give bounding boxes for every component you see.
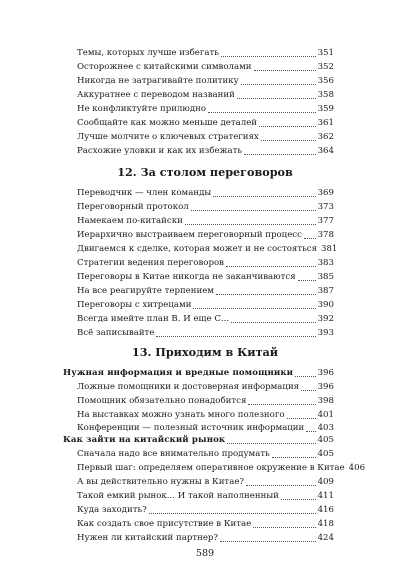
toc-entry-page: 381	[321, 244, 338, 254]
leader-dots	[244, 145, 316, 155]
toc-entry-title: Такой емкий рынок... И такой наполненный	[77, 491, 279, 501]
toc-entry	[77, 326, 334, 340]
toc-entry-page: 385	[317, 272, 334, 282]
toc-entry-title: Аккуратнее с переводом названий	[77, 90, 235, 100]
toc-entry-title: Куда заходить?	[77, 505, 147, 515]
toc-entry	[77, 46, 334, 60]
leader-dots	[272, 448, 316, 458]
toc-entry	[77, 214, 334, 228]
toc-entry	[77, 186, 334, 200]
leader-dots	[281, 490, 316, 500]
toc-entry-page: 378	[317, 230, 334, 240]
toc-entry-title: Переговоры в Китае никогда не заканчиваются	[77, 272, 296, 282]
toc-entry	[77, 88, 334, 102]
toc-entry-page: 405	[317, 449, 334, 459]
toc-entry-page: 390	[317, 300, 334, 310]
toc-entry-title: Намекаем по-китайски	[77, 216, 183, 226]
leader-dots	[191, 201, 316, 211]
toc-entry-title: Расхожие уловки и как их избежать	[77, 146, 243, 156]
toc-entry-title: Осторожнее с китайскими символами	[77, 62, 252, 72]
toc-entry	[77, 60, 334, 74]
toc-entry	[77, 256, 334, 270]
leader-dots	[254, 61, 316, 71]
toc-entry-title: Помощник обязательно понадобится	[77, 396, 247, 406]
page-number: 589	[195, 548, 215, 559]
leader-dots	[304, 229, 316, 239]
toc-entry	[77, 503, 334, 517]
toc-entry-title: Нужен ли китайский партнер?	[77, 533, 219, 543]
toc-entry	[77, 394, 334, 408]
toc-entry-title: Нужная информация и вредные помощники	[63, 368, 294, 378]
toc-entry	[77, 116, 334, 130]
toc-entry-title: Двигаемся к сделке, которая может и не состояться	[77, 244, 317, 254]
toc-entry-page: 393	[317, 328, 334, 338]
toc-entry-page: 405	[317, 435, 334, 445]
leader-dots	[298, 271, 316, 281]
toc-entry-page: 392	[317, 314, 334, 324]
toc-entry	[77, 270, 334, 284]
toc-entry-page: 359	[317, 104, 334, 114]
leader-dots	[306, 422, 315, 432]
leader-dots	[237, 89, 316, 99]
toc-entry	[77, 284, 334, 298]
leader-dots	[149, 504, 316, 514]
toc-entry	[77, 517, 334, 531]
toc-entry-page: 406	[348, 463, 366, 473]
toc-entry-title: Как создать свое присутствие в Китае	[77, 519, 252, 529]
toc-entry	[77, 242, 338, 256]
toc-entry-page: 403	[317, 423, 334, 433]
leader-dots	[295, 367, 315, 377]
toc-entry-page: 383	[317, 258, 334, 268]
toc-section-entry	[63, 433, 334, 447]
leader-dots	[227, 434, 315, 444]
toc-entry-title: Сначала надо все внимательно продумать	[77, 449, 270, 459]
toc-entry-page: 377	[317, 216, 334, 226]
leader-dots	[248, 395, 315, 405]
toc-entry-title: Всё записывайте	[77, 328, 155, 338]
leader-dots	[261, 131, 316, 141]
toc-entry-title: Конференции — полезный источник информации	[77, 423, 305, 433]
toc-entry-page: 411	[317, 491, 334, 501]
toc-entry	[77, 531, 334, 545]
toc-entry	[77, 489, 334, 503]
toc-entry	[77, 447, 334, 461]
toc-entry-title: На выставках можно узнать много полезного	[77, 410, 285, 420]
toc-entry-title: Стратегии ведения переговоров	[77, 258, 224, 268]
toc-entry-page: 351	[317, 48, 334, 58]
toc-entry-title: Переводчик — член команды	[77, 188, 212, 198]
toc-entry-title: Сообщайте как можно меньше деталей	[77, 118, 258, 128]
toc-entry-page: 373	[317, 202, 334, 212]
toc-entry-page: 398	[317, 396, 334, 406]
toc-entry-page: 361	[317, 118, 334, 128]
toc-entry-page: 358	[317, 90, 334, 100]
toc-entry	[77, 102, 334, 116]
leader-dots	[246, 476, 316, 486]
leader-dots	[226, 257, 316, 267]
toc-section-entry	[63, 366, 334, 380]
toc-entry-title: Темы, которых лучше избегать	[77, 48, 219, 58]
leader-dots	[287, 409, 316, 419]
leader-dots	[241, 75, 316, 85]
leader-dots	[301, 381, 315, 391]
toc-entry-title: На все реагируйте терпением	[77, 286, 214, 296]
toc-entry	[77, 461, 366, 475]
toc-entry-page: 364	[317, 146, 334, 156]
toc-entry	[77, 228, 334, 242]
toc-entry	[77, 380, 334, 394]
chapter-heading: 12. За столом переговоров	[117, 165, 293, 179]
toc-entry-page: 418	[317, 519, 334, 529]
toc-entry-title: Первый шаг: определяем оперативное окружение в Китае	[77, 463, 345, 473]
toc-entry-title: Всегда имейте план В. И еще С...	[77, 314, 230, 324]
toc-entry	[77, 298, 334, 312]
chapter-heading: 13. Приходим в Китай	[131, 345, 279, 359]
toc-entry-page: 401	[317, 410, 334, 420]
leader-dots	[259, 117, 316, 127]
toc-entry-title: Не конфликтуйте прилюдно	[77, 104, 207, 114]
toc-entry-page: 396	[317, 382, 334, 392]
leader-dots	[231, 313, 315, 323]
toc-entry-title: Как зайти на китайский рынок	[63, 435, 226, 445]
toc-entry-page: 409	[317, 477, 334, 487]
toc-entry-title: Ложные помощники и достоверная информация	[77, 382, 300, 392]
leader-dots	[221, 47, 316, 57]
leader-dots	[193, 299, 315, 309]
leader-dots	[156, 327, 315, 337]
leader-dots	[220, 532, 316, 542]
toc-entry	[77, 475, 334, 489]
toc-entry-page: 356	[317, 76, 334, 86]
toc-entry	[77, 408, 334, 422]
toc-entry-title: Лучше молчите о ключевых стратегиях	[77, 132, 259, 142]
toc-entry	[77, 130, 334, 144]
toc-entry	[77, 144, 334, 158]
toc-entry-title: Иерархично выстраиваем переговорный процесс	[77, 230, 302, 240]
toc-entry	[77, 312, 334, 326]
leader-dots	[216, 285, 316, 295]
leader-dots	[253, 518, 315, 528]
toc-entry-page: 424	[317, 533, 334, 543]
toc-entry-page: 387	[317, 286, 334, 296]
toc-entry-page: 396	[317, 368, 334, 378]
toc-entry-title: Никогда не затрагивайте политику	[77, 76, 239, 86]
leader-dots	[208, 103, 316, 113]
leader-dots	[213, 187, 315, 197]
toc-entry-page: 352	[317, 62, 334, 72]
toc-entry-title: Переговорный протокол	[77, 202, 189, 212]
toc-entry-page: 369	[317, 188, 334, 198]
toc-entry-page: 416	[317, 505, 334, 515]
toc-entry-title: Переговоры с хитрецами	[77, 300, 192, 310]
toc-entry	[77, 200, 334, 214]
toc-entry	[77, 74, 334, 88]
leader-dots	[185, 215, 316, 225]
toc-entry-page: 362	[317, 132, 334, 142]
toc-entry-title: А вы действительно нужны в Китае?	[77, 477, 245, 487]
